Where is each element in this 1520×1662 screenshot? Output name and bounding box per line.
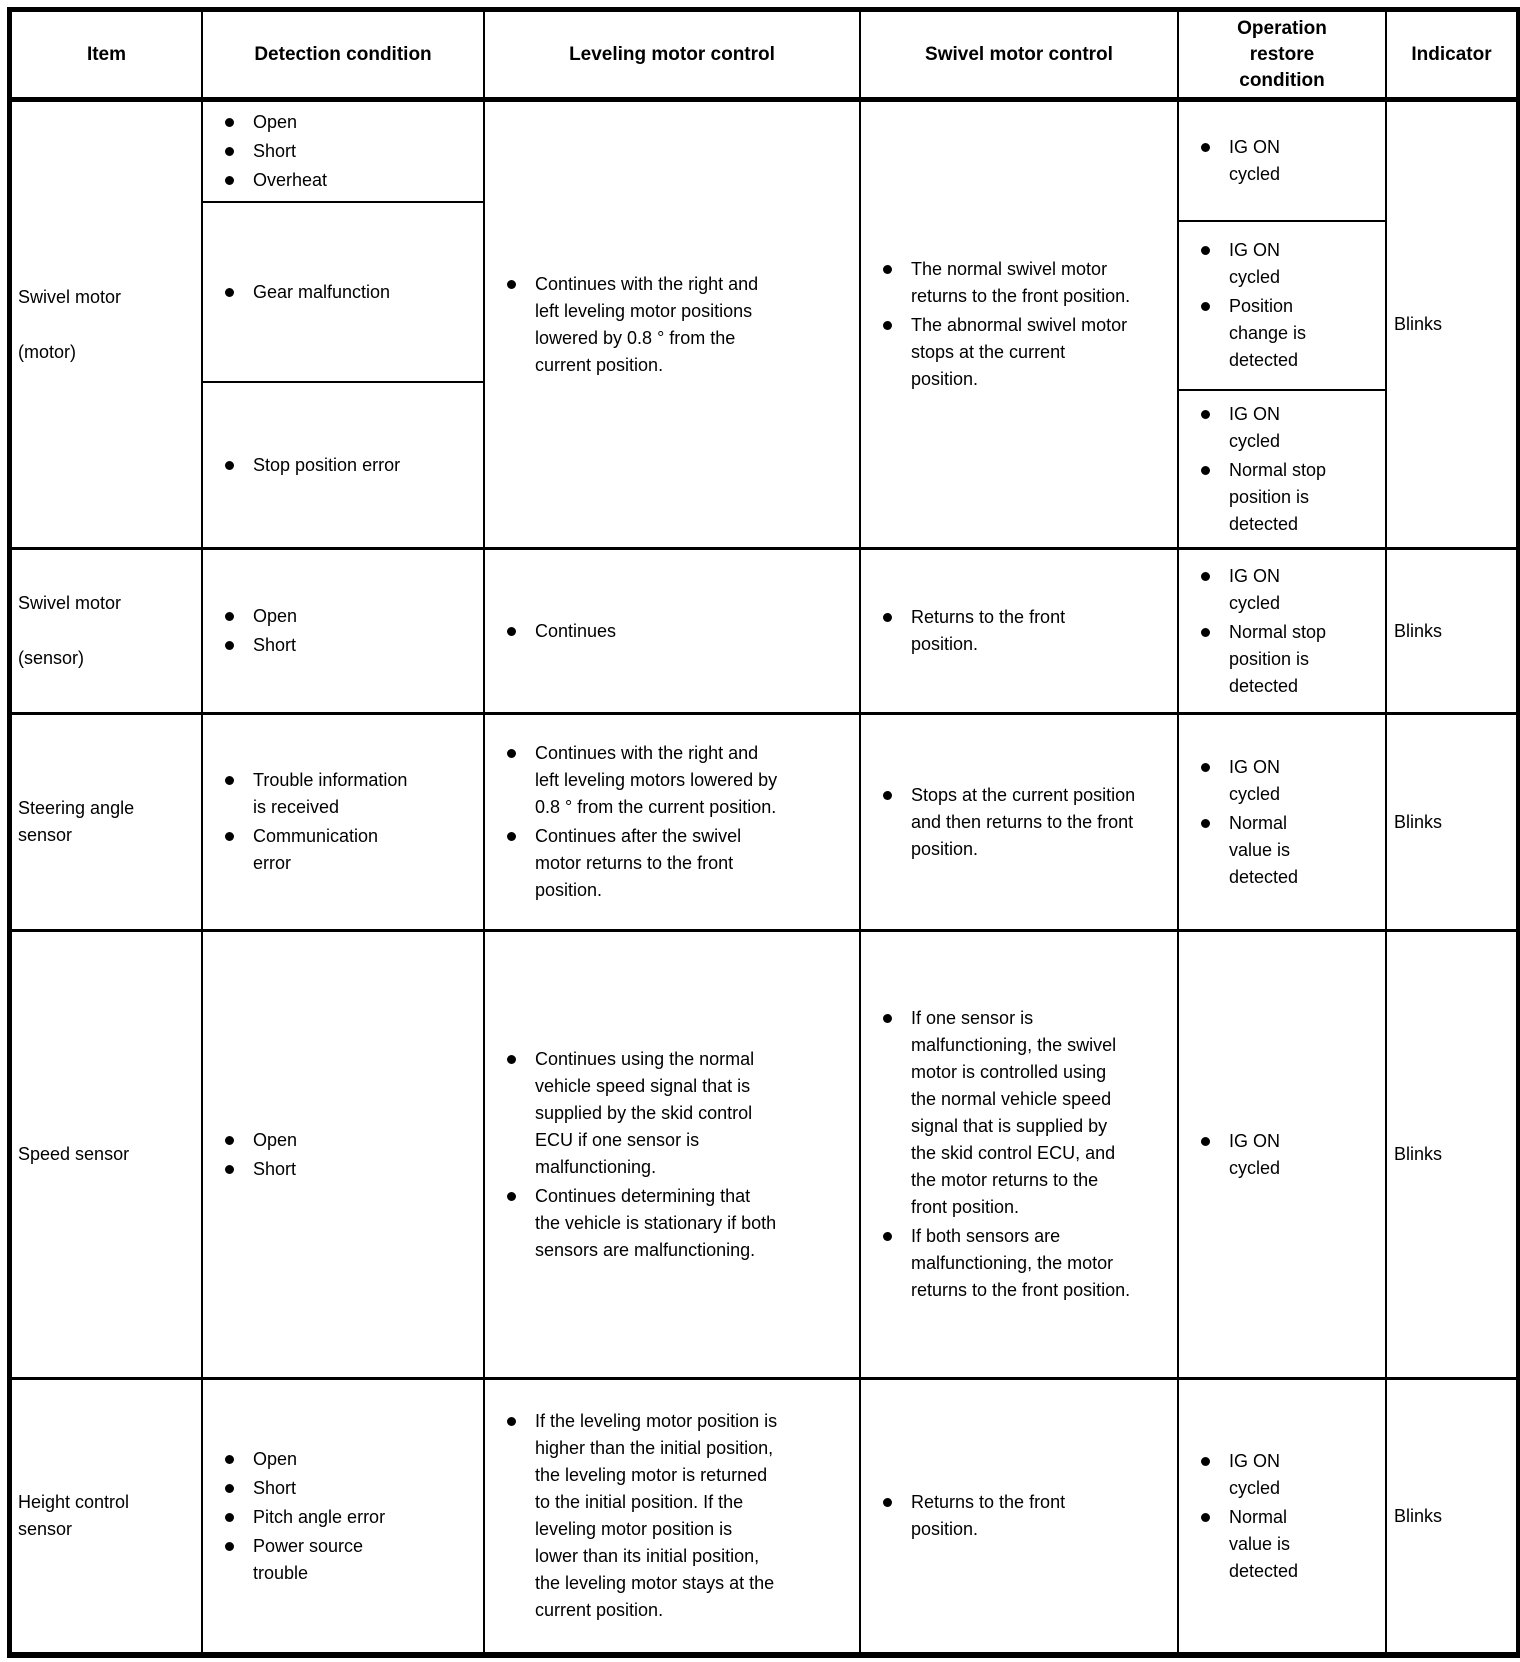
bullet-icon xyxy=(225,1484,234,1493)
bullet-icon xyxy=(883,321,892,330)
header-cell-item xyxy=(12,12,201,97)
item-label-sub: (motor) xyxy=(18,341,76,362)
list-item-text: If one sensor is malfunctioning, the swivel motor is controlled using the normal vehicle speed signal that is supplied by the skid control ECU, and the motor returns to the front position. xyxy=(911,1008,1117,1217)
list-item xyxy=(225,823,481,877)
list-item-text: Stops at the current position and then returns to the front position. xyxy=(911,784,1136,859)
list-item-text: Open xyxy=(253,112,298,132)
list-item-text: Pitch angle error xyxy=(253,1506,386,1527)
item-label: Speed sensor xyxy=(18,1144,130,1164)
list-item xyxy=(1201,1128,1383,1182)
list-item xyxy=(225,138,481,165)
list-item xyxy=(225,603,481,630)
list-item-text: IG ON cycled xyxy=(1229,756,1281,804)
list-item-text: Normal stop position is detected xyxy=(1229,459,1327,534)
list-item-text: Gear malfunction xyxy=(253,281,391,302)
list-item xyxy=(225,1127,481,1154)
column-header-label: Detection condition xyxy=(254,43,432,65)
bullet-icon xyxy=(225,1165,234,1174)
list-item-text: Returns to the front position. xyxy=(911,607,1066,654)
header-cell-detection-condition xyxy=(201,12,483,97)
list-item xyxy=(507,618,857,645)
header-row xyxy=(12,12,1516,102)
list-item-text: Short xyxy=(253,635,297,655)
indicator-cell xyxy=(1385,102,1516,547)
list-item-text: Open xyxy=(253,1129,298,1150)
list-item-text: Normal value is detected xyxy=(1229,812,1299,887)
list-item xyxy=(225,452,481,479)
list-item-text: IG ON cycled xyxy=(1229,565,1281,613)
list-item-text: Short xyxy=(253,141,297,161)
bullet-icon xyxy=(507,1417,516,1426)
row-speed-sensor xyxy=(12,932,1516,1380)
operation-restore-condition-cell xyxy=(1177,715,1385,929)
bullet-icon xyxy=(1201,410,1210,419)
header-cell-operation-restore-condition xyxy=(1177,12,1385,97)
list-item-text: Trouble information is received xyxy=(253,770,408,817)
list-item xyxy=(883,1005,1175,1221)
list-item xyxy=(1201,619,1383,700)
bullet-icon xyxy=(225,461,234,470)
list-item-text: Overheat xyxy=(253,170,328,190)
list-item-text: Communication error xyxy=(253,826,379,873)
leveling-motor-control-cell xyxy=(483,932,859,1377)
list-item xyxy=(883,312,1175,393)
list-item-text: Continues with the right and left leveling motors lowered by 0.8 ° from the current position. xyxy=(535,743,778,817)
list-item xyxy=(225,632,481,659)
list-item xyxy=(1201,293,1383,374)
leveling-motor-control-cell xyxy=(483,1380,859,1652)
item-cell xyxy=(12,550,201,712)
indicator-value: Blinks xyxy=(1394,811,1443,832)
bullet-icon xyxy=(1201,466,1210,475)
list-item xyxy=(225,279,481,306)
operation-restore-condition-cell xyxy=(1177,1380,1385,1652)
bullet-icon xyxy=(1201,1457,1210,1466)
list-item xyxy=(225,1446,481,1473)
operation-restore-condition-cell xyxy=(1177,932,1385,1377)
detection-condition-cell xyxy=(201,550,483,712)
list-item xyxy=(883,782,1175,863)
swivel-motor-control-cell xyxy=(859,932,1177,1377)
list-item xyxy=(225,109,481,136)
row-steering-angle-sensor xyxy=(12,715,1516,932)
list-item-text: Open xyxy=(253,606,298,626)
header-cell-swivel-motor-control xyxy=(859,12,1177,97)
list-item xyxy=(225,1533,481,1587)
list-item-text: Normal stop position is detected xyxy=(1229,621,1327,696)
item-label: Swivel motor xyxy=(18,593,122,613)
bullet-icon xyxy=(225,118,234,127)
list-item xyxy=(225,1504,481,1531)
bullet-icon xyxy=(225,1513,234,1522)
row-height-control-sensor xyxy=(12,1380,1516,1652)
item-cell xyxy=(12,715,201,929)
detection-condition-cell xyxy=(201,932,483,1377)
restore-subcell xyxy=(1179,102,1385,222)
list-item-text: If both sensors are malfunctioning, the motor returns to the front position. xyxy=(911,1226,1131,1300)
indicator-cell xyxy=(1385,715,1516,929)
item-cell xyxy=(12,102,201,547)
list-item xyxy=(225,767,481,821)
indicator-value: Blinks xyxy=(1394,1505,1443,1526)
list-item xyxy=(225,1475,481,1502)
item-label: Height control sensor xyxy=(18,1492,130,1539)
list-item xyxy=(507,740,857,821)
bullet-icon xyxy=(225,776,234,785)
list-item xyxy=(883,1489,1175,1543)
column-header-label: Item xyxy=(86,43,127,65)
column-header-label: Indicator xyxy=(1411,43,1492,65)
list-item xyxy=(1201,1448,1383,1502)
detection-subcell xyxy=(203,383,483,547)
bullet-icon xyxy=(883,1498,892,1507)
bullet-icon xyxy=(225,1455,234,1464)
list-item xyxy=(507,1408,857,1624)
bullet-icon xyxy=(883,613,892,622)
list-item-text: IG ON cycled xyxy=(1229,240,1281,287)
list-item-text: Power source trouble xyxy=(253,1535,364,1583)
leveling-motor-control-cell xyxy=(483,715,859,929)
list-item xyxy=(507,823,857,904)
bullet-icon xyxy=(1201,1513,1210,1522)
list-item-text: If the leveling motor position is higher than the initial position, the leveling motor is returned to the initial position. If the leveling motor position is lower than its initial position, the leveling motor stays at the current position. xyxy=(535,1411,778,1620)
item-cell xyxy=(12,932,201,1377)
list-item-text: Stop position error xyxy=(253,454,401,475)
bullet-icon xyxy=(1201,819,1210,828)
bullet-icon xyxy=(1201,572,1210,581)
list-item-text: Short xyxy=(253,1477,297,1498)
list-item-text: Continues with the right and left leveling motor positions lowered by 0.8 ° from the current position. xyxy=(535,273,759,375)
bullet-icon xyxy=(883,791,892,800)
indicator-cell xyxy=(1385,932,1516,1377)
list-item xyxy=(1201,237,1383,291)
list-item xyxy=(507,1046,857,1181)
list-item-text: Short xyxy=(253,1158,297,1179)
operation-restore-condition-cell xyxy=(1177,550,1385,712)
swivel-motor-control-cell xyxy=(859,715,1177,929)
column-header-label: Swivel motor control xyxy=(925,43,1113,65)
indicator-value: Blinks xyxy=(1394,1144,1443,1164)
bullet-icon xyxy=(225,288,234,297)
list-item xyxy=(883,1223,1175,1304)
bullet-icon xyxy=(1201,302,1210,311)
list-item xyxy=(1201,810,1383,891)
bullet-icon xyxy=(507,832,516,841)
item-label: Swivel motor xyxy=(18,286,122,307)
indicator-cell xyxy=(1385,550,1516,712)
operation-restore-condition-cell xyxy=(1177,102,1385,547)
list-item xyxy=(1201,401,1383,455)
bullet-icon xyxy=(225,832,234,841)
indicator-value: Blinks xyxy=(1394,620,1443,641)
list-item xyxy=(1201,457,1383,538)
list-item-text: Continues determining that the vehicle is stationary if both sensors are malfunctioning. xyxy=(535,1185,777,1260)
detection-condition-cell xyxy=(201,102,483,547)
item-label: Steering angle sensor xyxy=(18,798,135,845)
header-cell-indicator xyxy=(1385,12,1516,97)
swivel-motor-control-cell xyxy=(859,550,1177,712)
restore-subcell xyxy=(1179,391,1385,547)
bullet-icon xyxy=(507,749,516,758)
list-item-text: Position change is detected xyxy=(1229,296,1307,370)
bullet-icon xyxy=(225,1542,234,1551)
indicator-value: Blinks xyxy=(1394,314,1443,334)
header-cell-leveling-motor-control xyxy=(483,12,859,97)
list-item-text: The normal swivel motor returns to the front position. xyxy=(911,259,1131,306)
list-item-text: IG ON cycled xyxy=(1229,137,1281,184)
row-swivel-motor-motor xyxy=(12,102,1516,550)
detection-subcell xyxy=(203,203,483,383)
list-item-text: IG ON cycled xyxy=(1229,1450,1281,1498)
bullet-icon xyxy=(225,176,234,185)
row-swivel-motor-sensor xyxy=(12,550,1516,715)
bullet-icon xyxy=(225,147,234,156)
list-item xyxy=(1201,134,1383,188)
bullet-icon xyxy=(1201,628,1210,637)
detection-condition-cell xyxy=(201,715,483,929)
bullet-icon xyxy=(1201,246,1210,255)
bullet-icon xyxy=(507,1192,516,1201)
list-item-text: The abnormal swivel motor stops at the current position. xyxy=(911,315,1128,389)
list-item xyxy=(507,271,857,379)
list-item-text: IG ON cycled xyxy=(1229,1130,1281,1178)
detection-subcell xyxy=(203,102,483,203)
bullet-icon xyxy=(1201,1137,1210,1146)
list-item-text: Open xyxy=(253,1448,298,1469)
list-item-text: Continues xyxy=(535,620,617,641)
column-header-label: Leveling motor control xyxy=(569,43,775,65)
diagnostic-fault-table xyxy=(7,7,1520,1658)
list-item xyxy=(1201,563,1383,617)
bullet-icon xyxy=(225,612,234,621)
column-header-label: Operation restore condition xyxy=(1237,17,1327,91)
swivel-motor-control-cell xyxy=(859,102,1177,547)
list-item xyxy=(225,167,481,194)
restore-subcell xyxy=(1179,222,1385,391)
list-item xyxy=(225,1156,481,1183)
swivel-motor-control-cell xyxy=(859,1380,1177,1652)
list-item xyxy=(507,1183,857,1264)
detection-condition-cell xyxy=(201,1380,483,1652)
bullet-icon xyxy=(1201,763,1210,772)
list-item xyxy=(883,604,1175,658)
bullet-icon xyxy=(225,1136,234,1145)
list-item-text: Returns to the front position. xyxy=(911,1492,1066,1539)
bullet-icon xyxy=(507,280,516,289)
list-item xyxy=(1201,754,1383,808)
list-item-text: Normal value is detected xyxy=(1229,1506,1299,1581)
list-item-text: Continues using the normal vehicle speed signal that is supplied by the skid control ECU if one sensor is malfunctioning. xyxy=(535,1048,755,1177)
bullet-icon xyxy=(507,1055,516,1064)
list-item-text: Continues after the swivel motor returns to the front position. xyxy=(535,826,742,900)
leveling-motor-control-cell xyxy=(483,102,859,547)
list-item-text: IG ON cycled xyxy=(1229,403,1281,451)
bullet-icon xyxy=(1201,143,1210,152)
indicator-cell xyxy=(1385,1380,1516,1652)
bullet-icon xyxy=(883,265,892,274)
item-cell xyxy=(12,1380,201,1652)
leveling-motor-control-cell xyxy=(483,550,859,712)
bullet-icon xyxy=(883,1014,892,1023)
list-item xyxy=(1201,1504,1383,1585)
bullet-icon xyxy=(883,1232,892,1241)
list-item xyxy=(883,256,1175,310)
bullet-icon xyxy=(507,627,516,636)
bullet-icon xyxy=(225,641,234,650)
item-label-sub: (sensor) xyxy=(18,648,85,668)
